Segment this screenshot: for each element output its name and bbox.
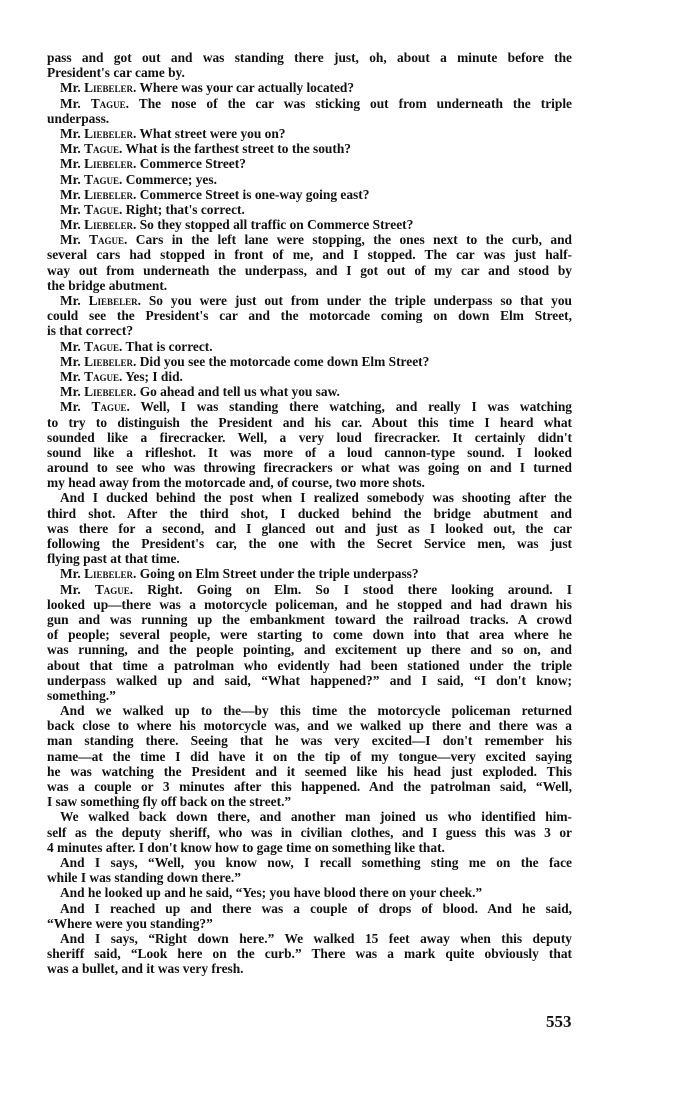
- text-line: [47, 946, 572, 961]
- text-line: [47, 339, 572, 354]
- speaker-title: Mr.: [60, 399, 81, 415]
- line-text: Right; that's correct.: [122, 201, 245, 217]
- line-text: third shot. After the third shot, I ducked behind the bridge abutment and: [47, 505, 572, 521]
- testimony-paragraph: [47, 172, 572, 187]
- text-line: [47, 111, 572, 126]
- speaker-name: Liebeler.: [84, 80, 137, 96]
- line-text: “Where were you standing?”: [47, 915, 213, 931]
- line-text: of people; several people, were starting to come down into that area where he: [47, 627, 572, 643]
- text-line: [47, 688, 572, 703]
- speaker-name: Tague.: [84, 368, 123, 384]
- speaker-name: Liebeler.: [84, 125, 137, 141]
- text-line: [47, 536, 572, 551]
- line-text: And I ducked behind the post when I realized somebody was shooting after the: [60, 490, 572, 506]
- line-text: was a bullet, and it was very fresh.: [47, 961, 244, 977]
- line-text: 4 minutes after. I don't know how to gage time on something like that.: [47, 839, 445, 855]
- line-text: could see the President's car and the motorcade coming on down Elm Street,: [47, 308, 572, 324]
- speaker-name: Liebeler.: [84, 566, 137, 582]
- speaker-name: Liebeler.: [84, 353, 137, 369]
- text-line: [47, 521, 572, 536]
- text-line: [47, 50, 572, 65]
- line-text: underpass walked up and said, “What happened?” and I said, “I don't know;: [47, 672, 572, 688]
- text-line: [47, 354, 572, 369]
- text-line: [47, 870, 572, 885]
- line-text: What street were you on?: [136, 125, 286, 141]
- text-line: [47, 65, 572, 80]
- text-line: [47, 399, 572, 414]
- testimony-paragraph: [47, 399, 572, 490]
- line-text: We walked back down there, and another man joined us who identified him-: [60, 809, 572, 825]
- testimony-paragraph: [47, 96, 572, 126]
- speaker-name: Liebeler.: [84, 186, 137, 202]
- speaker-name: Tague.: [91, 399, 130, 415]
- line-text: The nose of the car was sticking out from underneath the triple: [129, 95, 572, 111]
- testimony-paragraph: [47, 293, 572, 339]
- narrative-paragraph: [47, 809, 572, 855]
- speaker-title: Mr.: [60, 125, 81, 141]
- text-line: [47, 217, 572, 232]
- text-line: [47, 126, 572, 141]
- testimony-paragraph: [47, 339, 572, 354]
- text-line: [47, 506, 572, 521]
- text-line: [47, 961, 572, 976]
- text-line: [47, 885, 572, 900]
- line-text: the bridge abutment.: [47, 277, 168, 293]
- text-line: [47, 430, 572, 445]
- line-text: Right. Going on Elm. So I stood there looking around. I: [133, 581, 572, 597]
- line-text: while I was standing down there.”: [47, 870, 241, 886]
- line-text: Cars in the left lane were stopping, the ones next to the curb, and: [127, 232, 572, 248]
- text-line: [47, 460, 572, 475]
- testimony-paragraph: [47, 202, 572, 217]
- line-text: Commerce Street is one-way going east?: [136, 186, 370, 202]
- line-text: way out from underneath the underpass, and I got out of my car and stood by: [47, 262, 572, 278]
- line-text: Yes; I did.: [122, 368, 183, 384]
- text-line: [47, 293, 572, 308]
- narrative-paragraph: [47, 885, 572, 900]
- text-line: [47, 247, 572, 262]
- narrative-paragraph: [47, 855, 572, 885]
- line-text: I saw something fly off back on the street.”: [47, 794, 292, 810]
- line-text: was a couple or 3 minutes after this happened. And the patrolman said, “Well,: [47, 779, 572, 794]
- line-text: my head away from the motorcade and, of course, two more shots.: [47, 475, 425, 491]
- narrative-paragraph: [47, 703, 572, 809]
- testimony-paragraph: [47, 354, 572, 369]
- speaker-name: Tague.: [89, 232, 128, 248]
- line-text: is that correct?: [47, 323, 134, 339]
- text-line: [47, 597, 572, 612]
- text-line: [47, 80, 572, 95]
- line-text: about that time a patrolman who evidently had been stationed under the triple: [47, 657, 572, 673]
- speaker-name: Liebeler.: [84, 217, 137, 233]
- speaker-title: Mr.: [60, 217, 81, 233]
- line-text: President's car came by.: [47, 65, 185, 81]
- line-text: Go ahead and tell us what you saw.: [136, 384, 340, 400]
- line-text: And I says, “Well, you know now, I recall something sting me on the face: [60, 854, 572, 870]
- text-line: [47, 490, 572, 505]
- line-text: several cars had stopped in front of me, and I stopped. The car was just half-: [47, 247, 572, 263]
- speaker-title: Mr.: [60, 338, 81, 354]
- narrative-paragraph: [47, 50, 572, 80]
- speaker-title: Mr.: [60, 368, 81, 384]
- text-line: [47, 658, 572, 673]
- line-text: And I reached up and there was a couple of drops of blood. And he said,: [60, 900, 572, 916]
- text-line: [47, 779, 572, 794]
- line-text: Commerce; yes.: [122, 171, 217, 187]
- speaker-title: Mr.: [60, 95, 81, 111]
- testimony-paragraph: [47, 369, 572, 384]
- speaker-name: Tague.: [90, 95, 130, 111]
- text-line: [47, 156, 572, 171]
- text-line: [47, 749, 572, 764]
- speaker-name: Tague.: [84, 201, 123, 217]
- line-text: following the President's car, the one with the Secret Service men, was just: [47, 536, 572, 551]
- line-text: underpass.: [47, 110, 110, 126]
- testimony-paragraph: [47, 232, 572, 293]
- text-line: [47, 96, 572, 111]
- line-text: sheriff said, “Look here on the curb.” There was a mark quite obviously that: [47, 946, 572, 962]
- text-line: [47, 733, 572, 748]
- line-text: self as the deputy sheriff, who was in civilian clothes, and I guess this was 3 or: [47, 824, 572, 840]
- text-line: [47, 384, 572, 399]
- narrative-paragraph: [47, 490, 572, 566]
- text-line: [47, 475, 572, 490]
- line-text: So they stopped all traffic on Commerce Street?: [136, 217, 414, 233]
- text-line: [47, 703, 572, 718]
- speaker-title: Mr.: [60, 566, 81, 582]
- text-line: [47, 369, 572, 384]
- testimony-paragraph: [47, 80, 572, 95]
- line-text: was running, and the people pointing, and excitement up there and so on, and: [47, 642, 572, 658]
- text-line: [47, 141, 572, 156]
- line-text: around to see who was throwing firecrackers or what was going on and I turned: [47, 460, 572, 476]
- text-line: [47, 794, 572, 809]
- speaker-name: Tague.: [84, 141, 123, 157]
- speaker-title: Mr.: [60, 581, 81, 597]
- testimony-paragraph: [47, 566, 572, 581]
- line-text: sounded like a firecracker. Well, a very loud firecracker. It certainly didn't: [47, 429, 572, 445]
- line-text: So you were just out from under the triple underpass so that you: [140, 293, 572, 308]
- line-text: looked up—there was a motorcycle policeman, and he stopped and had drawn his: [47, 596, 572, 612]
- text-line: [47, 187, 572, 202]
- text-line: [47, 202, 572, 217]
- speaker-title: Mr.: [60, 141, 81, 157]
- text-line: [47, 308, 572, 323]
- line-text: was there for a second, and I glanced out and just as I looked out, the car: [47, 520, 572, 536]
- narrative-paragraph: [47, 931, 572, 977]
- text-line: [47, 931, 572, 946]
- line-text: And he looked up and he said, “Yes; you have blood there on your cheek.”: [60, 885, 483, 901]
- line-text: something.”: [47, 687, 116, 703]
- testimony-paragraph: [47, 384, 572, 399]
- text-line: [47, 825, 572, 840]
- document-body: [47, 50, 572, 976]
- speaker-name: Tague.: [84, 171, 123, 187]
- line-text: flying past at that time.: [47, 551, 180, 567]
- testimony-paragraph: [47, 217, 572, 232]
- testimony-paragraph: [47, 582, 572, 704]
- speaker-title: Mr.: [60, 353, 81, 369]
- line-text: Where was your car actually located?: [136, 80, 355, 96]
- text-line: [47, 916, 572, 931]
- line-text: man standing there. Seeing that he was very excited—I don't remember his: [47, 733, 572, 749]
- line-text: Did you see the motorcade come down Elm Street?: [136, 353, 430, 369]
- text-line: [47, 642, 572, 657]
- page-number: 553: [546, 1012, 572, 1031]
- text-line: [47, 323, 572, 338]
- testimony-paragraph: [47, 126, 572, 141]
- text-line: [47, 263, 572, 278]
- speaker-title: Mr.: [60, 201, 81, 217]
- testimony-paragraph: [47, 141, 572, 156]
- text-line: [47, 232, 572, 247]
- text-line: [47, 582, 572, 597]
- text-line: [47, 172, 572, 187]
- text-line: [47, 855, 572, 870]
- line-text: he was watching the President and it seemed like his head just exploded. This: [47, 763, 572, 779]
- speaker-title: Mr.: [60, 80, 81, 96]
- line-text: Well, I was standing there watching, and really I was watching: [129, 399, 572, 415]
- text-line: [47, 840, 572, 855]
- speaker-name: Tague.: [94, 581, 134, 597]
- text-line: [47, 764, 572, 779]
- line-text: That is correct.: [122, 338, 213, 354]
- line-text: Commerce Street?: [136, 156, 246, 172]
- speaker-title: Mr.: [60, 186, 81, 202]
- narrative-paragraph: [47, 901, 572, 931]
- text-line: [47, 718, 572, 733]
- line-text: gun and was running up the embankment toward the railroad tracks. A crowd: [47, 611, 572, 627]
- speaker-name: Liebeler.: [84, 156, 137, 172]
- text-line: [47, 809, 572, 824]
- speaker-name: Tague.: [84, 338, 123, 354]
- line-text: And we walked up to the—by this time the motorcycle policeman returned: [60, 703, 572, 719]
- text-line: [47, 278, 572, 293]
- text-line: [47, 612, 572, 627]
- testimony-paragraph: [47, 187, 572, 202]
- line-text: sound like a rifleshot. It was more of a loud cannon-type sound. I looked: [47, 444, 572, 460]
- speaker-title: Mr.: [60, 293, 81, 308]
- testimony-paragraph: [47, 156, 572, 171]
- line-text: What is the farthest street to the south?: [122, 141, 351, 157]
- text-line: [47, 566, 572, 581]
- text-line: [47, 673, 572, 688]
- speaker-title: Mr.: [60, 384, 81, 400]
- text-line: [47, 415, 572, 430]
- speaker-title: Mr.: [60, 171, 81, 187]
- speaker-title: Mr.: [60, 156, 81, 172]
- speaker-title: Mr.: [60, 232, 81, 248]
- line-text: Going on Elm Street under the triple underpass?: [136, 566, 419, 582]
- text-line: [47, 901, 572, 916]
- line-text: pass and got out and was standing there just, oh, about a minute before the: [47, 50, 572, 65]
- line-text: name—at the time I did have it on the tip of my tongue—very excited saying: [47, 748, 572, 764]
- speaker-name: Liebeler.: [88, 293, 141, 308]
- text-line: [47, 445, 572, 460]
- line-text: back close to where his motorcycle was, and we walked up there and there was a: [47, 718, 572, 734]
- text-line: [47, 551, 572, 566]
- speaker-name: Liebeler.: [84, 384, 137, 400]
- text-line: [47, 627, 572, 642]
- line-text: to try to distinguish the President and his car. About this time I heard what: [47, 414, 572, 430]
- line-text: And I says, “Right down here.” We walked 15 feet away when this deputy: [60, 930, 572, 946]
